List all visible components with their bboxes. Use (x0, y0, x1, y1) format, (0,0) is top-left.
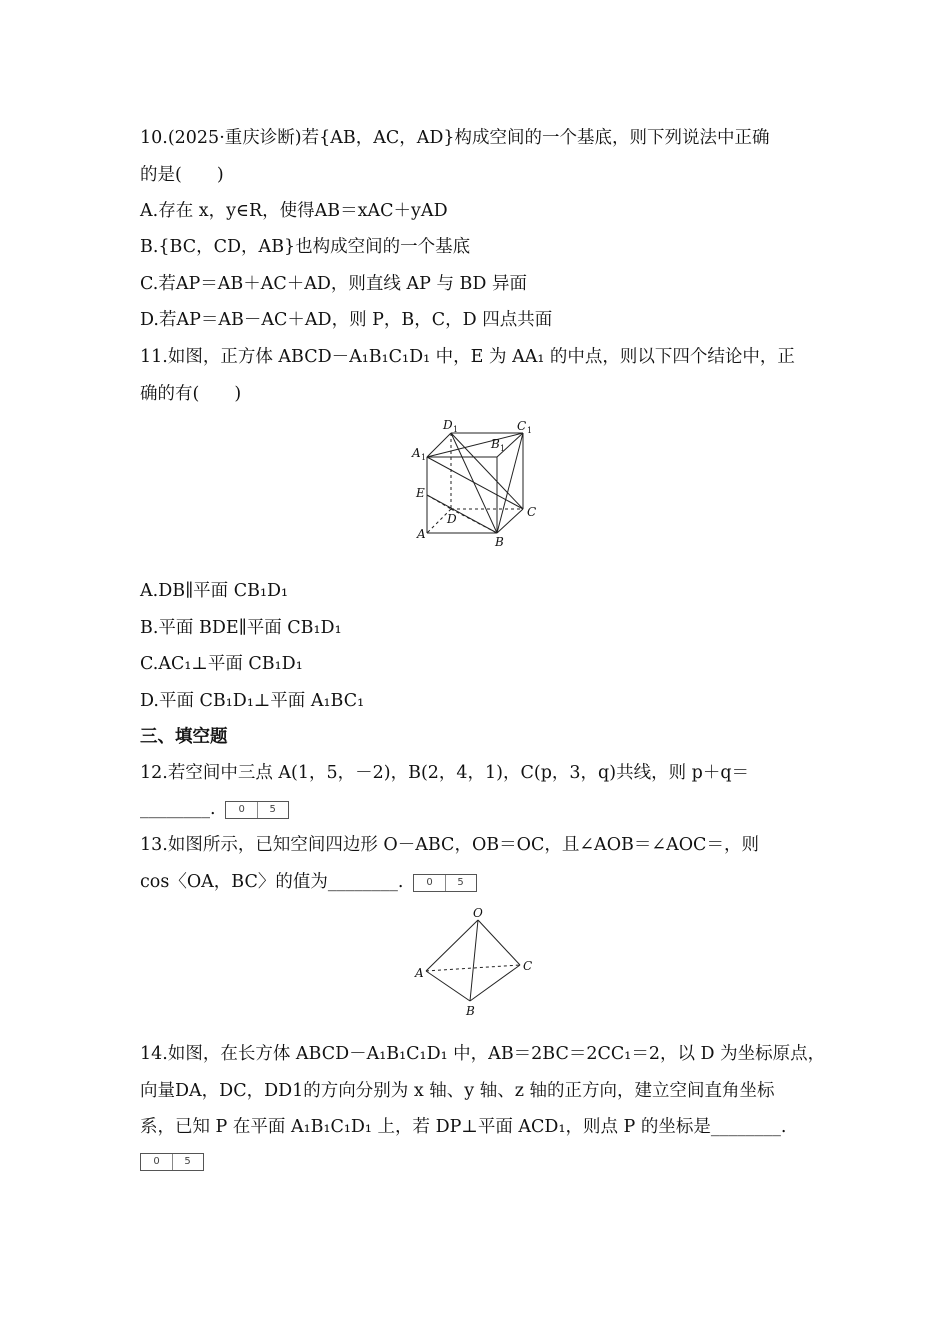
tetrahedron-figure (410, 905, 545, 1020)
q12-box-left-digit: 0 (226, 802, 258, 818)
q11-option-c: C.AC₁⊥平面 CB₁D₁ (140, 654, 303, 674)
cube-figure (405, 415, 545, 550)
label-a: A (415, 966, 424, 980)
q11-option-a: A.DB∥平面 CB₁D₁ (140, 581, 289, 601)
q13-stem-line2-row (140, 869, 820, 895)
label-b: B (466, 1004, 475, 1018)
q11-option-b: B.平面 BDE∥平面 CB₁D₁ (140, 618, 342, 638)
label-c1-sub: 1 (527, 426, 533, 435)
q11-stem-line2: 确的有( ) (140, 384, 242, 404)
q12-box-right-digit: 5 (269, 803, 276, 815)
q12-answer-blank[interactable]: ________. (140, 799, 216, 819)
label-a1-sub: 1 (421, 453, 427, 462)
label-e: E (416, 486, 425, 500)
q14-box-right-digit: 5 (184, 1156, 191, 1167)
q10-option-b: B.{BC，CD，AB}也构成空间的一个基底 (140, 237, 471, 257)
label-a1: A (412, 446, 421, 460)
label-b1: B (491, 437, 500, 451)
q12-stem-line2-row (140, 796, 820, 822)
label-d1: D (443, 418, 453, 432)
section-fill-in-heading: 三、填空题 (140, 727, 228, 747)
label-b1-sub: 1 (500, 444, 506, 453)
label-c: C (527, 505, 537, 519)
q14-box-left-digit: 0 (141, 1154, 173, 1170)
q14-stem-line3[interactable]: 系，已知 P 在平面 A₁B₁C₁D₁ 上，若 DP⊥平面 ACD₁，则点 P 的坐标是________. (140, 1117, 787, 1137)
label-c1: C (517, 419, 527, 433)
q13-answer-text[interactable]: cos〈OA，BC〉的值为________. (140, 872, 404, 892)
q13-box-left-digit: 0 (414, 875, 446, 891)
label-b: B (495, 535, 504, 549)
q10-stem-line2: 的是( ) (140, 165, 224, 185)
label-c: C (523, 959, 533, 973)
q10-option-c: C.若AP＝AB＋AC＋AD，则直线 AP 与 BD 异面 (140, 274, 527, 294)
q12-stem-line1: 12.若空间中三点 A(1，5，－2)，B(2，4，1)，C(p，3，q)共线，则 p＋q＝ (140, 763, 750, 783)
label-d: D (447, 512, 457, 526)
q10-option-d: D.若AP＝AB－AC＋AD，则 P，B，C，D 四点共面 (140, 310, 553, 330)
label-a: A (417, 527, 426, 541)
q13-stem-line1: 13.如图所示，已知空间四边形 O－ABC，OB＝OC，且∠AOB＝∠AOC＝，则 (140, 835, 759, 855)
q14-answer-box (140, 1153, 204, 1171)
label-d1-sub: 1 (453, 425, 459, 434)
q10-option-a: A.存在 x，y∈R，使得AB＝xAC＋yAD (140, 201, 448, 221)
q12-answer-box (225, 801, 289, 819)
q10-stem-line1: 10.(2025·重庆诊断)若{AB，AC，AD}构成空间的一个基底，则下列说法中正确 (140, 128, 770, 148)
q13-answer-box (413, 874, 477, 892)
label-o: O (473, 906, 483, 920)
q13-box-right-digit: 5 (457, 876, 464, 888)
q14-stem-line2: 向量DA，DC，DD1的方向分别为 x 轴、y 轴、z 轴的正方向，建立空间直角坐标 (140, 1081, 775, 1101)
q11-option-d: D.平面 CB₁D₁⊥平面 A₁BC₁ (140, 691, 365, 711)
q11-stem-line1: 11.如图，正方体 ABCD－A₁B₁C₁D₁ 中，E 为 AA₁ 的中点，则以下四个结论中，正 (140, 347, 795, 367)
q14-stem-line1: 14.如图，在长方体 ABCD－A₁B₁C₁D₁ 中，AB＝2BC＝2CC₁＝2，以 D 为坐标原点， (140, 1044, 826, 1064)
